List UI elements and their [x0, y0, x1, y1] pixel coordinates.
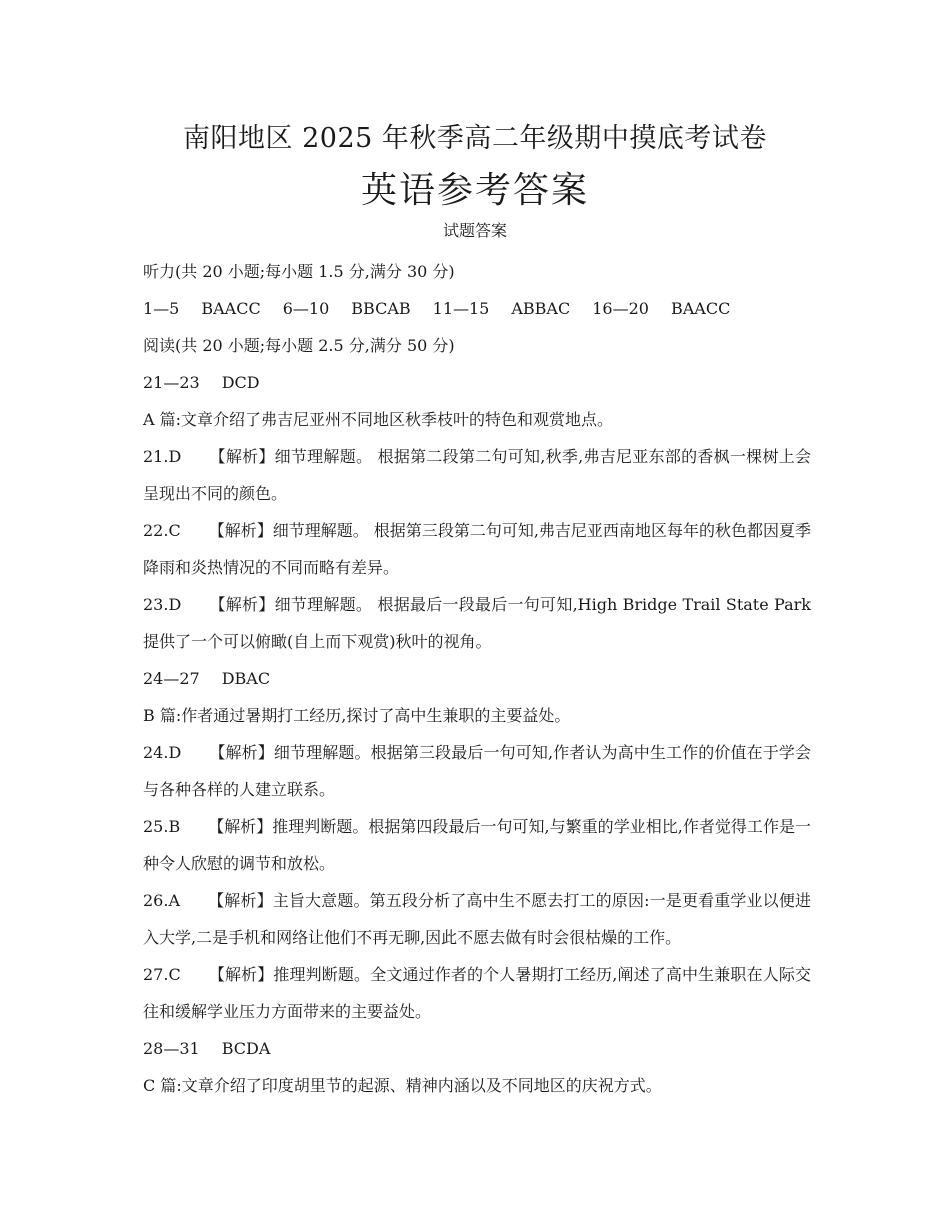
answer-key: BAACC [201, 299, 261, 318]
item-number: 21.D [143, 447, 182, 466]
item-number: 23.D [143, 595, 182, 614]
explanation-item [143, 882, 811, 956]
item-number: 22.C [143, 521, 181, 540]
item-number: 27.C [143, 965, 181, 984]
group-answer-line [143, 660, 811, 697]
explanation-text: 细节理解题。 根据最后一段最后一句可知,High Bridge Trail State Park 提供了一个可以俯瞰(自上而下观赏)秋叶的视角。 [143, 595, 811, 651]
passage-summary: B 篇:作者通过暑期打工经历,探讨了高中生兼职的主要益处。 [143, 706, 571, 725]
answer-key: DBAC [221, 669, 271, 688]
explanation-item [143, 808, 811, 882]
answer-range: 1—5 [143, 299, 180, 318]
answer-key: BCDA [221, 1039, 271, 1058]
explanation-text: 推理判断题。全文通过作者的个人暑期打工经历,阐述了高中生兼职在人际交往和缓解学业压力方面带来的主要益处。 [143, 965, 811, 1021]
listening-answers [143, 290, 811, 327]
answer-range: 24—27 [143, 669, 200, 688]
explanation-text: 细节理解题。 根据第二段第二句可知,秋季,弗吉尼亚东部的香枫一棵树上会呈现出不同的颜色。 [143, 447, 811, 503]
answer-key: ABBAC [511, 299, 571, 318]
answer-range: 28—31 [143, 1039, 200, 1058]
answer-range: 21—23 [143, 373, 200, 392]
analysis-tag: 【解析】 [209, 743, 274, 762]
answer-range: 6—10 [282, 299, 330, 318]
explanation-text: 细节理解题。根据第三段最后一句可知,作者认为高中生工作的价值在于学会与各种各样的人建立联系。 [143, 743, 811, 799]
analysis-tag: 【解析】 [208, 817, 273, 836]
reading-heading: 阅读(共 20 小题;每小题 2.5 分,满分 50 分) [143, 336, 455, 355]
group-answer-line [143, 364, 811, 401]
subject-title: 英语参考答案 [360, 170, 589, 211]
explanation-item [143, 734, 811, 808]
explanation-text: 推理判断题。根据第四段最后一句可知,与繁重的学业相比,作者觉得工作是一种令人欣慰的调节和放松。 [143, 817, 811, 873]
explanation-item [143, 586, 811, 660]
item-number: 25.B [143, 817, 181, 836]
section-label: 试题答案 [442, 221, 507, 240]
answer-body [143, 253, 811, 1104]
answer-range: 16—20 [592, 299, 649, 318]
analysis-tag: 【解析】 [208, 965, 274, 984]
item-number: 26.A [143, 891, 180, 910]
explanation-text: 主旨大意题。第五段分析了高中生不愿去打工的原因:一是更看重学业以便进入大学,二是手机和网络让他们不再无聊,因此不愿去做有时会很枯燥的工作。 [143, 891, 811, 947]
group-answer-line [143, 1030, 811, 1067]
answer-key: DCD [221, 373, 260, 392]
analysis-tag: 【解析】 [208, 891, 273, 910]
explanation-item [143, 956, 811, 1030]
exam-title: 南阳地区 2025 年秋季高二年级期中摸底考试卷 [183, 123, 767, 154]
explanation-item [143, 512, 811, 586]
analysis-tag: 【解析】 [209, 447, 275, 466]
listening-heading: 听力(共 20 小题;每小题 1.5 分,满分 30 分) [143, 262, 455, 281]
item-number: 24.D [143, 743, 182, 762]
explanation-item [143, 438, 811, 512]
answer-range: 11—15 [432, 299, 490, 318]
passage-summary: C 篇:文章介绍了印度胡里节的起源、精神内涵以及不同地区的庆祝方式。 [143, 1076, 662, 1095]
analysis-tag: 【解析】 [209, 595, 275, 614]
analysis-tag: 【解析】 [208, 521, 273, 540]
explanation-text: 细节理解题。 根据第三段第二句可知,弗吉尼亚西南地区每年的秋色都因夏季降雨和炎热情况的不同而略有差异。 [143, 521, 811, 577]
passage-summary: A 篇:文章介绍了弗吉尼亚州不同地区秋季枝叶的特色和观赏地点。 [143, 410, 614, 429]
answer-key: BAACC [670, 299, 731, 318]
answer-key: BBCAB [351, 299, 411, 318]
